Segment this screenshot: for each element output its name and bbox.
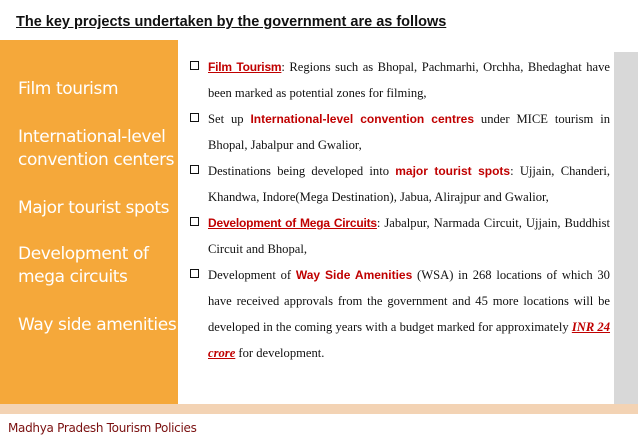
bullet-major-tourist-spots	[182, 158, 610, 210]
page-title: The key projects undertaken by the government are as follows	[16, 14, 447, 30]
sidebar-item-convention-centers: International-level convention centers	[18, 127, 175, 170]
highlight-text: Development of Mega Circuits	[208, 216, 377, 230]
bullet-list	[182, 54, 610, 366]
checkbox-bullet-icon	[190, 165, 199, 174]
sidebar-item-tourist-spots: Major tourist spots	[18, 198, 170, 218]
bullet-way-side-amenities	[182, 262, 610, 366]
bullet-mega-circuits	[182, 210, 610, 262]
bullet-film-tourism	[182, 54, 610, 106]
checkbox-bullet-icon	[190, 113, 199, 122]
bullet-text: : Regions such as Bhopal, Pachmarhi, Orchha, Bhedaghat have been marked as potential zones for filming,	[208, 60, 610, 100]
checkbox-bullet-icon	[190, 217, 199, 226]
checkbox-bullet-icon	[190, 269, 199, 278]
highlight-text: Way Side Amenities	[295, 268, 413, 282]
sidebar-item-way-side-amenities: Way side amenities	[18, 315, 177, 335]
footer-text: Madhya Pradesh Tourism Policies	[8, 421, 197, 435]
sidebar-item-film-tourism: Film tourism	[18, 79, 119, 99]
budget-highlight: INR 24 crore	[208, 320, 611, 360]
bullet-text: Set up	[208, 112, 251, 126]
footer-divider	[0, 404, 638, 414]
decorative-strip	[614, 52, 638, 404]
topics-sidebar	[0, 40, 178, 404]
bullet-text: under MICE tourism in Bhopal, Jabalpur and Gwalior,	[208, 112, 611, 152]
highlight-text: International-level convention centres	[250, 112, 475, 126]
highlight-text: major tourist spots	[395, 164, 511, 178]
sidebar-item-mega-circuits: Development of mega circuits	[18, 244, 149, 287]
bullet-text: Destinations being developed into	[208, 164, 396, 178]
bullet-convention-centres	[182, 106, 610, 158]
bullet-text: : Ujjain, Chanderi, Khandwa, Indore(Mega Destination), Jabua, Alirajpur and Gwalior,	[208, 164, 610, 204]
bullet-text: (WSA) in 268 locations of which 30 have received approvals from the government and 45 more locations will be developed in the coming years with a budget marked for approximately	[208, 268, 610, 334]
content-panel	[178, 40, 614, 404]
bullet-text: for development.	[235, 346, 325, 360]
checkbox-bullet-icon	[190, 61, 199, 70]
highlight-text: Film Tourism	[208, 60, 282, 74]
bullet-text: Development of	[208, 268, 296, 282]
bullet-text: : Jabalpur, Narmada Circuit, Ujjain, Buddhist Circuit and Bhopal,	[208, 216, 610, 256]
